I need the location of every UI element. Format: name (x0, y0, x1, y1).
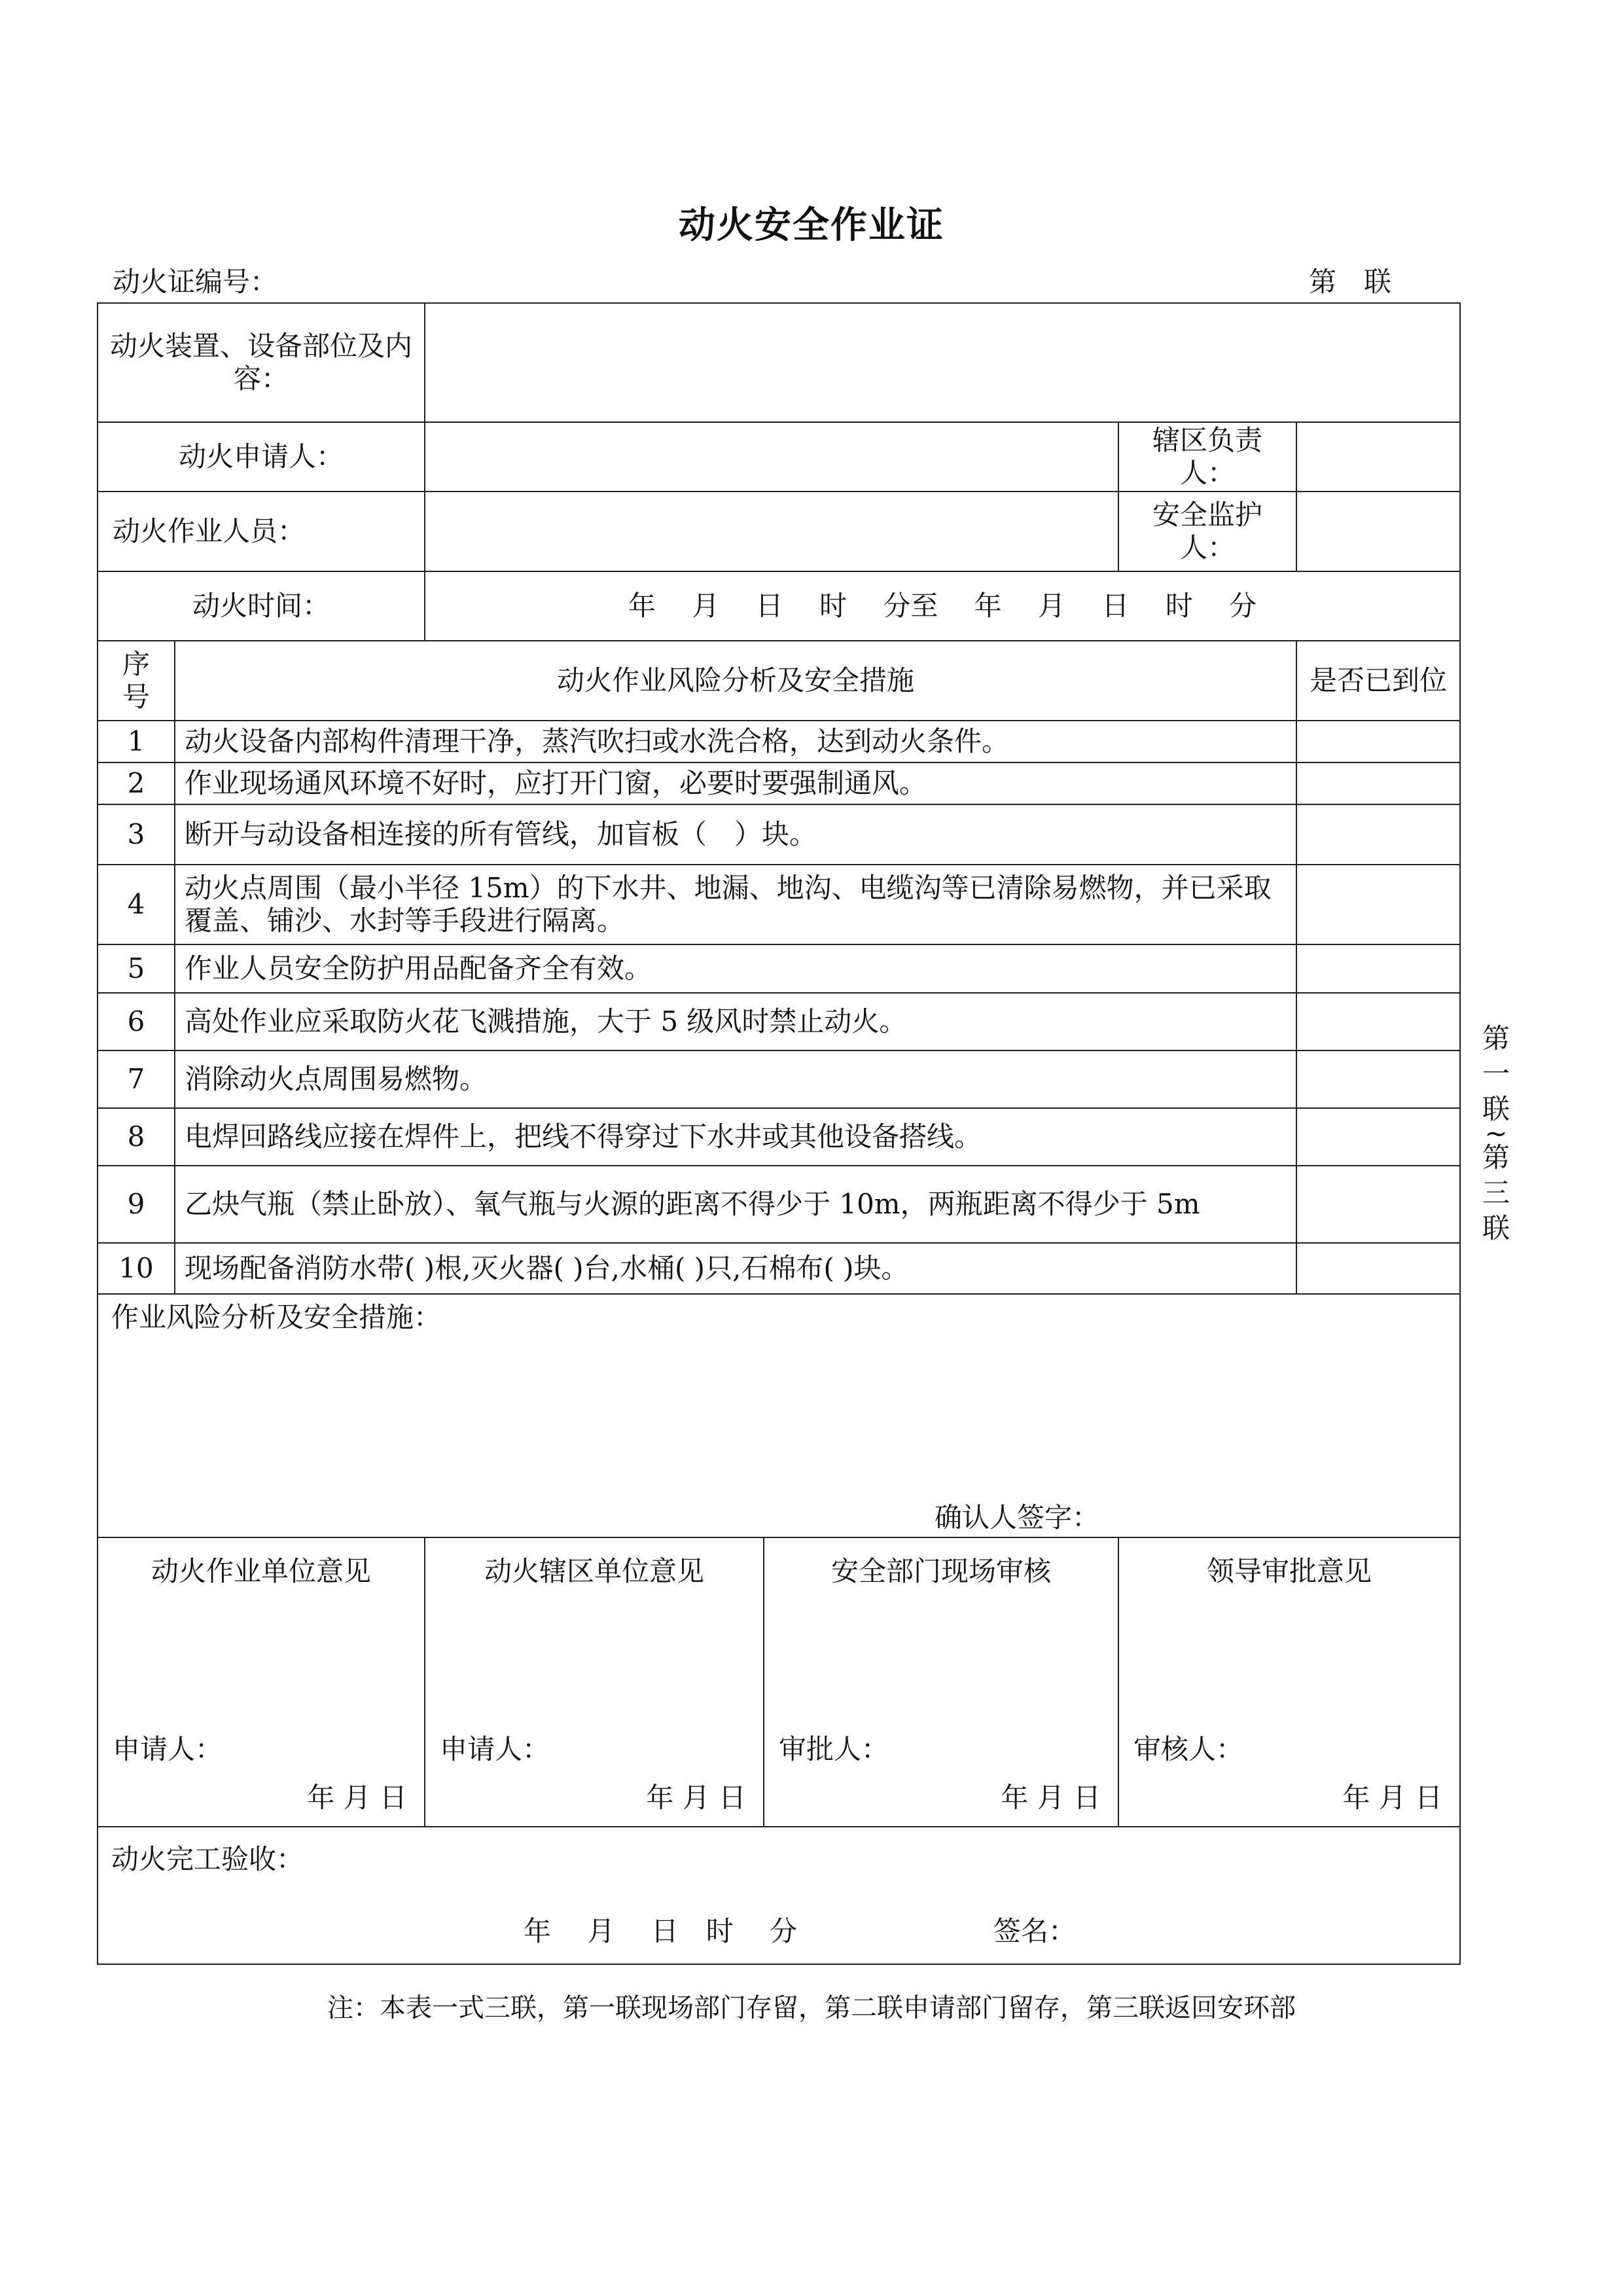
opinion-title: 动火辖区单位意见 (484, 1555, 705, 1587)
opinion-signer-label: 申请人： (440, 1732, 550, 1765)
opinion-cell-area-unit[interactable] (425, 1537, 764, 1827)
row-status-cell[interactable] (1296, 762, 1460, 804)
applicant-label: 动火申请人： (98, 422, 425, 492)
table-row (98, 1050, 1460, 1108)
footer-note: 注：本表一式三联，第一联现场部门存留，第二联申请部门留存，第三联返回安环部 (327, 1993, 1296, 2023)
side-copy-note: 第 一 联 ~ 第 三 联 (1482, 1022, 1510, 1244)
row-no: 7 (98, 1050, 175, 1108)
risk-analysis-cell[interactable] (98, 1294, 1460, 1537)
document-title: 动火安全作业证 (679, 204, 944, 247)
device-label: 动火装置、设备部位及内容： (98, 303, 425, 422)
acceptance-time: 年 月 日 时 分 (524, 1914, 798, 1947)
table-row (98, 944, 1460, 993)
row-status-cell[interactable] (1296, 865, 1460, 944)
area-manager-label: 辖区负责人： (1118, 422, 1296, 492)
row-no: 9 (98, 1166, 175, 1243)
opinion-date: 年 月 日 (307, 1781, 408, 1814)
row-no: 2 (98, 762, 175, 804)
row-status-cell[interactable] (1296, 804, 1460, 865)
permit-number-label: 动火证编号： (113, 266, 278, 298)
area-manager-field[interactable] (1296, 422, 1460, 492)
table-row (98, 1243, 1460, 1294)
table-row (98, 1166, 1460, 1243)
opinion-title: 动火作业单位意见 (151, 1555, 372, 1587)
risk-analysis-label: 作业风险分析及安全措施： (111, 1301, 442, 1333)
row-measure: 消除动火点周围易燃物。 (175, 1050, 1296, 1108)
opinion-signer-label: 申请人： (113, 1732, 223, 1765)
opinion-date: 年 月 日 (646, 1781, 747, 1814)
col-no-header: 序号 (98, 641, 175, 721)
row-measure: 作业现场通风环境不好时，应打开门窗，必要时要强制通风。 (175, 762, 1296, 804)
acceptance-cell[interactable] (98, 1827, 1460, 1964)
row-measure: 乙炔气瓶（禁止卧放）、氧气瓶与火源的距离不得少于 10m，两瓶距离不得少于 5m (175, 1166, 1296, 1243)
row-status-cell[interactable] (1296, 944, 1460, 993)
row-no: 1 (98, 721, 175, 762)
row-measure: 高处作业应采取防火花飞溅措施，大于 5 级风时禁止动火。 (175, 993, 1296, 1050)
opinion-title: 领导审批意见 (1207, 1555, 1372, 1587)
table-row (98, 804, 1460, 865)
device-field[interactable] (425, 303, 1460, 422)
col-measure-header: 动火作业风险分析及安全措施 (175, 641, 1296, 721)
row-measure: 现场配备消防水带( )根,灭火器( )台,水桶( )只,石棉布( )块。 (175, 1243, 1296, 1294)
opinion-cell-leadership[interactable] (1118, 1537, 1460, 1827)
row-no: 5 (98, 944, 175, 993)
row-status-cell[interactable] (1296, 1050, 1460, 1108)
row-status-cell[interactable] (1296, 721, 1460, 762)
row-measure: 断开与动设备相连接的所有管线，加盲板（ ）块。 (175, 804, 1296, 865)
permit-form-table (97, 302, 1461, 1965)
opinion-cell-safety-dept[interactable] (764, 1537, 1118, 1827)
col-status-header: 是否已到位 (1296, 641, 1460, 721)
row-status-cell[interactable] (1296, 1166, 1460, 1243)
opinion-cell-operating-unit[interactable] (98, 1537, 425, 1827)
table-row (98, 721, 1460, 762)
row-no: 10 (98, 1243, 175, 1294)
time-label: 动火时间： (98, 571, 425, 641)
opinion-date: 年 月 日 (1342, 1781, 1443, 1814)
row-measure: 作业人员安全防护用品配备齐全有效。 (175, 944, 1296, 993)
opinion-signer-label: 审批人： (779, 1732, 889, 1765)
row-status-cell[interactable] (1296, 1243, 1460, 1294)
opinion-signer-label: 审核人： (1133, 1732, 1244, 1765)
worker-field[interactable] (425, 492, 1118, 571)
confirm-signature-label: 确认人签字： (935, 1501, 1100, 1534)
row-no: 6 (98, 993, 175, 1050)
row-no: 3 (98, 804, 175, 865)
table-row (98, 993, 1460, 1050)
acceptance-signature-label: 签名： (993, 1914, 1077, 1947)
worker-label: 动火作业人员： (98, 492, 425, 571)
row-no: 8 (98, 1108, 175, 1166)
row-measure: 动火设备内部构件清理干净，蒸汽吹扫或水洗合格，达到动火条件。 (175, 721, 1296, 762)
row-measure: 电焊回路线应接在焊件上，把线不得穿过下水井或其他设备搭线。 (175, 1108, 1296, 1166)
table-row (98, 762, 1460, 804)
table-row (98, 865, 1460, 944)
row-measure: 动火点周围（最小半径 15m）的下水井、地漏、地沟、电缆沟等已清除易燃物，并已采取覆盖、铺沙、水封等手段进行隔离。 (175, 865, 1296, 944)
row-no: 4 (98, 865, 175, 944)
row-status-cell[interactable] (1296, 993, 1460, 1050)
copy-number-label: 第 联 (1309, 266, 1392, 298)
opinion-date: 年 月 日 (1001, 1781, 1101, 1814)
row-status-cell[interactable] (1296, 1108, 1460, 1166)
applicant-field[interactable] (425, 422, 1118, 492)
supervisor-label: 安全监护人： (1118, 492, 1296, 571)
opinion-title: 安全部门现场审核 (831, 1555, 1052, 1587)
acceptance-label: 动火完工验收： (111, 1843, 304, 1875)
time-field[interactable]: 年 月 日 时 分至 年 月 日 时 分 (425, 571, 1460, 641)
supervisor-field[interactable] (1296, 492, 1460, 571)
table-row (98, 1108, 1460, 1166)
